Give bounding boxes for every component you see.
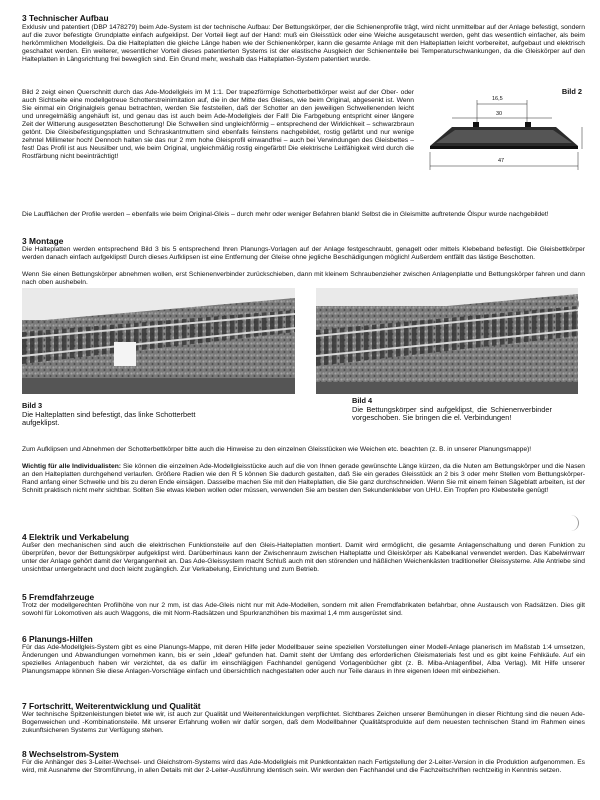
dimension-label: 47 [498,158,505,164]
caption-text: Die Halteplatten sind befestigt, das linke Schotterbett aufgeklipst. [22,409,196,428]
track-photo-image [22,288,295,394]
section-paragraph: Für das Ade-Modellgleis-System gibt es eine Planungs-Mappe, mit deren Hilfe jeder Modellbauer seine speziellen Vorstellungen einer Modell-Anlage planerisch im Maßstab 1:4 umsetzen, Änderungen und Abwandlungen vornehmen kann, bis er sein „Ideal“ gefunden hat. Damit steht der Umfang des erforderlichen Gleismaterials fest und es gibt keine Fehlkäufe. Auf ein spezielles Anlagenbuch haben wir verzichtet, da es dafür im einschlägigen Fachhandel genügend Vorlagenbücher gibt (z. B. Miba-Anlagenfibel, Alba Verlag). Mit Hilfe unserer Planungsmappe können Sie diese Anlagen-Vorschläge einfach und übersichtlich nachgestalten oder auch nur Teile daraus in Ihre eigenen Ideen mit einbeziehen. [22,644,585,676]
section-paragraph [22,463,585,495]
figure-label: Bild 4 [352,396,373,405]
section-paragraph: Trotz der modellgerechten Profilhöhe von nur 2 mm, ist das Ade-Gleis nicht nur mit Ade-Modellen, sondern mit allen Fremdfabrikaten befahrbar, ohne Austausch von Radsätzen. Dies gilt sowohl für Lokomotiven als auch Waggons, die mit Norm-Radsätzen und Spurkranzhöhen bis maximal 1,4 mm ausgerüstet sind. [22,602,585,618]
bild-3-photo [22,288,295,394]
section-heading-montage: 3 Montage [22,236,64,246]
section-paragraph: Wenn Sie einen Bettungskörper abnehmen wollen, erst Schienenverbinder zurückschieben, dann mit kleinem Schraubenzieher zwischen Anlagenplatte und Bettungskörper fahren und dann nach oben aushebeln. [22,271,585,287]
hint-label: Wichtig für alle Individualisten: [22,463,122,470]
figure-label: Bild 2 [561,87,582,96]
section-heading-fremdfahrzeuge: 5 Fremdfahrzeuge [22,592,95,602]
dimension-label: 30 [496,111,503,117]
section-paragraph: Die Laufflächen der Profile werden – ebenfalls wie beim Original-Gleis – durch mehr oder weniger Befahren blank! Selbst die in Gleismitte auftretende Ölspur wurde nachgebildet! [22,211,549,218]
bild-4-caption [352,397,552,423]
binding-mark [566,515,579,531]
caption-text: Die Bettungskörper sind aufgeklipst, die Schienenverbinder vorgeschoben. Sie bringen die el. Verbindungen! [352,404,552,423]
section-paragraph: Außer den mechanischen sind auch die elektrischen Funktionsteile auf den Gleis-Halteplatten montiert. Damit wird ermöglicht, die gesamte Anlagenschaltung und deren Funktion zu überprüfen, bevor der Bettungskörper aufgeklipst wird. Darüberhinaus kann der Zwischenraum zwischen Halteplatte und Gleiskörper als Kabelkanal verwendet werden. Das Kabelwirrwarr unter der Anlage gehört damit der Vergangenheit an. Das Ade-Gleissystem macht Schluß auch mit den störenden und häßlichen Weichenkästen traditioneller Gleissysteme. Alle Antriebe sind unsichtbar untergebracht und doch leicht zugänglich. Zur Verkabelung, Einrichtung und zum Betrieb. [22,542,585,574]
section-paragraph: Exklusiv und patentiert (DBP 1478279) beim Ade-System ist der technische Aufbau: Der Bettungskörper, der die Schienenprofile trägt, wird nicht unmittelbar auf der Anlage befestigt, sondern auf die zuvor befestigte Grundplatte einfach aufgeklipst. Der Vorteil liegt auf der Hand: muß ein Gleisstück oder eine Weiche ausgetauscht werden, geht das wesentlich einfacher, als beim herkömmlichen Modellgleis. Da die Halteplatten die gleiche Länge haben wie der Schienenkörper, kann die gesamte Anlage mit den Halteplatten leicht vorbereitet, aufgebaut und elektrisch geschaltet werden. Ein weiterer, wesentlicher Vorteil dieses patentierten Systems ist der elastische Ausgleich der Schienenteile bei Temperaturschwankungen, da die Gleiskörper auf den Halteplatten in Längsrichtung frei beweglich sind. Ein Grund mehr, weshalb das Halteplatten-System patentiert wurde. [22,24,585,64]
bild-4-photo [316,288,578,394]
section-heading-wechselstrom: 8 Wechselstrom-System [22,749,119,759]
section-heading-elektrik: 4 Elektrik und Verkabelung [22,532,130,542]
section-paragraph: Zum Aufklipsen und Abnehmen der Schotterbettkörper bitte auch die Hinweise zu den einzelnen Gleisstücken wie Weichen etc. beachten (z. B. in unserer Planungsmappe)! [22,446,532,453]
section-heading-planungs-hilfen: 6 Planungs-Hilfen [22,634,93,644]
section-heading-technischer-aufbau: 3 Technischer Aufbau [22,13,109,23]
section-paragraph: Wer technische Spitzenleistungen bietet wie wir, ist auch zur Qualität und Weiterentwicklungen verpflichtet. Sichtbares Zeichen unserer Bemühungen in dieser Richtung sind die neuen Ade-Bogenweichen und -Kombinationsteile. Mit unserer Erfahrung wollen wir dafür sorgen, daß dem Modellbahner Qualitätsprodukte auf dem neuesten technischen Stand im Rahmen eines zukunftsicheren Systems zur Verfügung stehen. [22,711,585,735]
bild-3-caption [22,402,232,428]
dimension-label: 16,5 [492,96,503,102]
figure-label: Bild 3 [22,401,43,410]
section-heading-fortschritt: 7 Fortschritt, Weiterentwicklung und Qualität [22,701,201,711]
bild-2-diagram [422,86,586,231]
section-paragraph: Die Halteplatten werden entsprechend Bild 3 bis 5 entsprechend Ihren Planungs-Vorlagen auf der Anlage festgeschraubt, genagelt oder mittels Klebeband befestigt. Die Gleisbettkörper werden danach einfach aufgeklipst! Durch dieses Aufklipsen ist eine Entfernung der Gleise ohne jegliche Beschädigungen möglich! Außerdem entfällt das lästige Beschotten. [22,246,585,262]
hint-text: Sie können die einzelnen Ade-Modellgleisstücke auch auf die von Ihnen gerade gewünschte Länge kürzen, da die Nuten am Bettungskörper und die Nasen an den Halteplatten durchgehend verlaufen. Größere Radien wie den R 5 können Sie dadurch gestalten, daß Sie ein gerades Gleisstück an 2 bis 3 oder mehr Stellen vom Bettungskörper-Rand anfang einer Schwelle und bis zu deren Ende einsägen. Dasselbe machen Sie mit den Halteplatten, die Sie ganz durchschneiden. Wenn Sie mit einem feinen Sägeblatt arbeiten, ist der Schnitt praktisch nicht mehr sichtbar. Sollten Sie etwas kleben wollen oder müssen, verwenden Sie am besten den Sekundenkleber von UHU. Ein Tropfen pro Klebestelle genügt! [22,463,585,495]
section-paragraph: Für die Anhänger des 3-Leiter-Wechsel- und Gleichstrom-Systems wird das Ade-Modellgleis mit Punktkontakten nach Fertigstellung der 2-Leiter-Version in die Produktion aufgenommen. Es wird, mit Ausnahme der Stromführung, in allen Details mit der 2-Leiter-Ausführung identisch sein. Wir werden den Fachhandel und die Fachzeitschriften rechtzeitig in Kenntnis setzen. [22,759,585,775]
track-photo-image [316,288,578,394]
section-paragraph: Bild 2 zeigt einen Querschnitt durch das Ade-Modellgleis im M 1:1. Der trapezförmige Schotterbettkörper weist auf der Ober- oder auch Sichtseite eine modellgetreue Schotterstreinimitation auf, die in der Mitte des Gleises, wie beim Original, abgesenkt ist. Wenn Sie einmal ein Originalgleis genau betrachten, werden Sie feststellen, daß der Schotter an den jeweiligen Schwellenenden leicht und unregelmäßig angehäuft ist, und genau das ist auch beim Ade-Modellgleis der Fall! Die Farbgebung entspricht einer längere Zeit der Witterung ausgesetzten Beschotterung! Die Schwellen sind ungleichförmig – entsprechend der Wirklichkeit – schwarzbraun getönt. Die Gleisbefestigungsplatten und Schraskantmuttern sind ebenfalls feinstens nachgebildet, rostig gefärbt und nur wenige zehntel Millimeter hoch! Dennoch halten sie das nur 2 mm hohe Gleisprofil einwandfrei – auch bei Verwindungen des Gleisbettes – fest! Das Profil ist aus Neusilber und, wie beim Original, ungleichmäßig rostig eingefärbt! Die elektrische Leitfähigkeit wird durch die Rostfärbung nicht beeinträchtigt! [22,89,414,161]
